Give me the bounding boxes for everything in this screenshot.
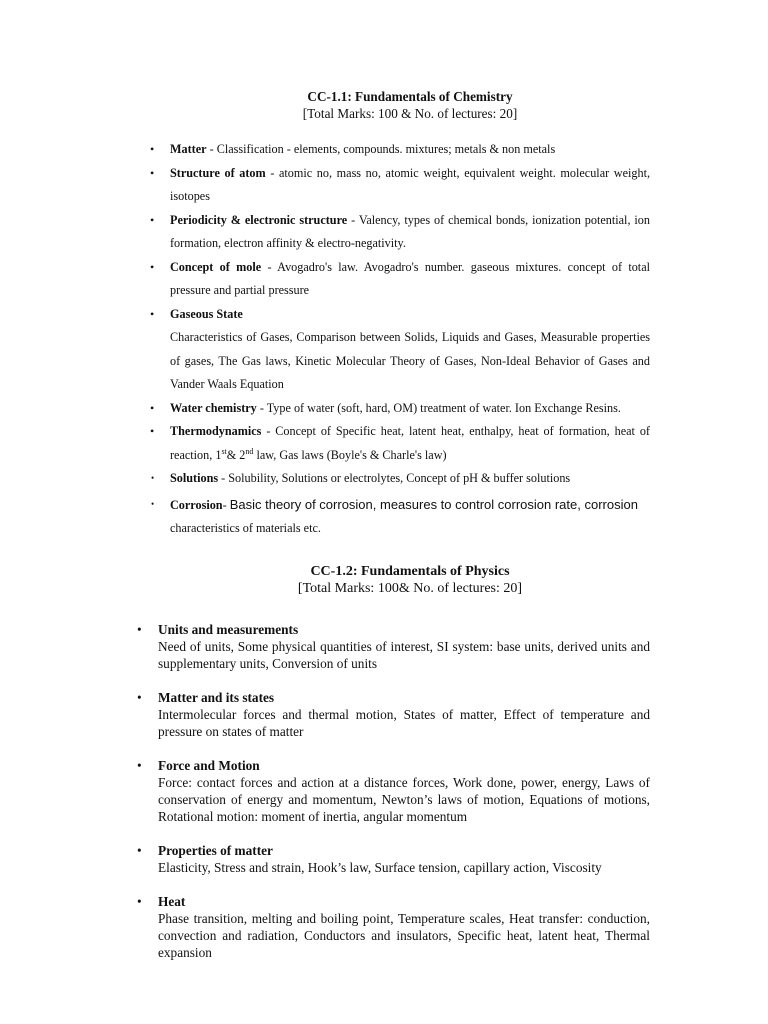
topic-term: Concept of mole <box>170 259 262 274</box>
bullet-icon: • <box>150 212 155 227</box>
physics-topic-list <box>137 621 650 978</box>
topic-separator: - <box>222 497 230 512</box>
bullet-icon: • <box>137 843 142 858</box>
bullet-icon: • <box>150 165 155 180</box>
topic-description: Basic theory of corrosion, measures to control corrosion rate, corrosion <box>229 496 638 512</box>
bullet-icon: • <box>150 306 155 321</box>
topic-separator: - <box>347 212 359 227</box>
topic-term: Corrosion <box>170 497 223 512</box>
topic-description: Avogadro's law. Avogadro's number. gaseous mixtures. concept of total pressure and partial pressure <box>170 259 650 297</box>
list-item <box>150 256 650 303</box>
bullet-icon: • <box>137 894 142 909</box>
topic-description: atomic no, mass no, atomic weight, equivalent weight. molecular weight, isotopes <box>170 165 651 203</box>
topic-term: Structure of atom <box>170 165 266 180</box>
topic-term: Thermodynamics <box>170 424 262 438</box>
topic-term: Gaseous State <box>170 306 243 321</box>
topic-description: Solubility, Solutions or electrolytes, Concept of pH & buffer solutions <box>228 471 571 485</box>
list-item <box>137 621 650 672</box>
topic-description: Valency, types of chemical bonds, ionization potential, ion formation, electron affinity & electro-negativity. <box>170 212 650 250</box>
topic-description: characteristics of materials etc. <box>170 521 321 535</box>
topic-description: Elasticity, Stress and strain, Hook’s law, Surface tension, capillary action, Viscosity <box>158 860 602 875</box>
superscript: st <box>221 446 227 456</box>
topic-description: Phase transition, melting and boiling point, Temperature scales, Heat transfer: conduction, convection and radiation, Conductors and insulators, Specific heat, latent heat, Thermal expansion <box>158 911 650 960</box>
topic-description: Characteristics of Gases, Comparison between Solids, Liquids and Gases, Measurable properties of gases, The Gas laws, Kinetic Molecular Theory of Gases, Non-Ideal Behavior of Gases and Vander Waals Equation <box>170 330 650 391</box>
bullet-icon: • <box>137 622 142 637</box>
bullet-icon: • <box>151 473 155 483</box>
physics-subtitle: [Total Marks: 100& No. of lectures: 20] <box>297 581 523 596</box>
topic-description: law, Gas laws (Boyle's & Charle's law) <box>253 447 447 462</box>
topic-term: Matter and its states <box>158 690 275 705</box>
list-item <box>150 209 650 256</box>
chemistry-topic-list <box>150 138 650 541</box>
bullet-icon: • <box>150 142 155 156</box>
topic-term: Solutions <box>170 471 219 485</box>
list-item <box>150 303 650 397</box>
topic-separator: - <box>218 471 229 485</box>
topic-description: & 2 <box>226 447 246 462</box>
topic-term: Force and Motion <box>158 758 260 773</box>
topic-term: Properties of matter <box>158 843 273 858</box>
list-item <box>137 689 650 740</box>
chemistry-title: CC-1.1: Fundamentals of Chemistry <box>307 89 513 104</box>
list-item <box>137 842 650 876</box>
bullet-icon: • <box>137 690 142 705</box>
superscript: nd <box>245 446 254 456</box>
list-item <box>150 493 650 541</box>
list-item <box>150 420 650 467</box>
topic-separator: - <box>261 424 276 438</box>
bullet-icon: • <box>151 498 155 509</box>
topic-description: Type of water (soft, hard, OM) treatment of water. Ion Exchange Resins. <box>266 400 621 415</box>
chemistry-subtitle: [Total Marks: 100 & No. of lectures: 20] <box>302 106 518 121</box>
list-item <box>150 467 650 491</box>
topic-separator: - <box>265 165 280 180</box>
topic-term: Heat <box>158 894 186 909</box>
topic-description: Concept of Specific heat, latent heat, enthalpy, heat of formation, heat of reaction, 1 <box>170 424 650 462</box>
physics-title: CC-1.2: Fundamentals of Physics <box>310 564 510 579</box>
list-item <box>150 397 650 421</box>
topic-description: Force: contact forces and action at a distance forces, Work done, power, energy, Laws of conservation of energy and momentum, Newton’s laws of motion, Equations of motions, Rotational motion: moment of inertia, angular momentum <box>158 775 650 824</box>
topic-separator: - <box>261 259 278 274</box>
topic-term: Water chemistry <box>170 400 257 415</box>
topic-separator: - <box>206 142 217 156</box>
topic-term: Units and measurements <box>158 622 299 637</box>
bullet-icon: • <box>150 259 155 274</box>
topic-term: Matter <box>170 142 207 156</box>
chemistry-section-heading <box>0 88 768 122</box>
topic-description: Classification - elements, compounds. mixtures; metals & non metals <box>216 142 556 156</box>
topic-description: Need of units, Some physical quantities of interest, SI system: base units, derived units and supplementary units, Conversion of units <box>158 639 650 671</box>
topic-separator: - <box>256 400 267 415</box>
list-item <box>137 893 650 961</box>
list-item <box>137 757 650 825</box>
bullet-icon: • <box>150 400 155 415</box>
list-item <box>150 162 650 209</box>
bullet-icon: • <box>150 424 155 438</box>
physics-section-heading <box>0 563 768 597</box>
topic-description: Intermolecular forces and thermal motion, States of matter, Effect of temperature and pressure on states of matter <box>158 707 650 739</box>
list-item <box>150 138 650 162</box>
bullet-icon: • <box>137 758 142 773</box>
topic-term: Periodicity & electronic structure <box>170 212 348 227</box>
